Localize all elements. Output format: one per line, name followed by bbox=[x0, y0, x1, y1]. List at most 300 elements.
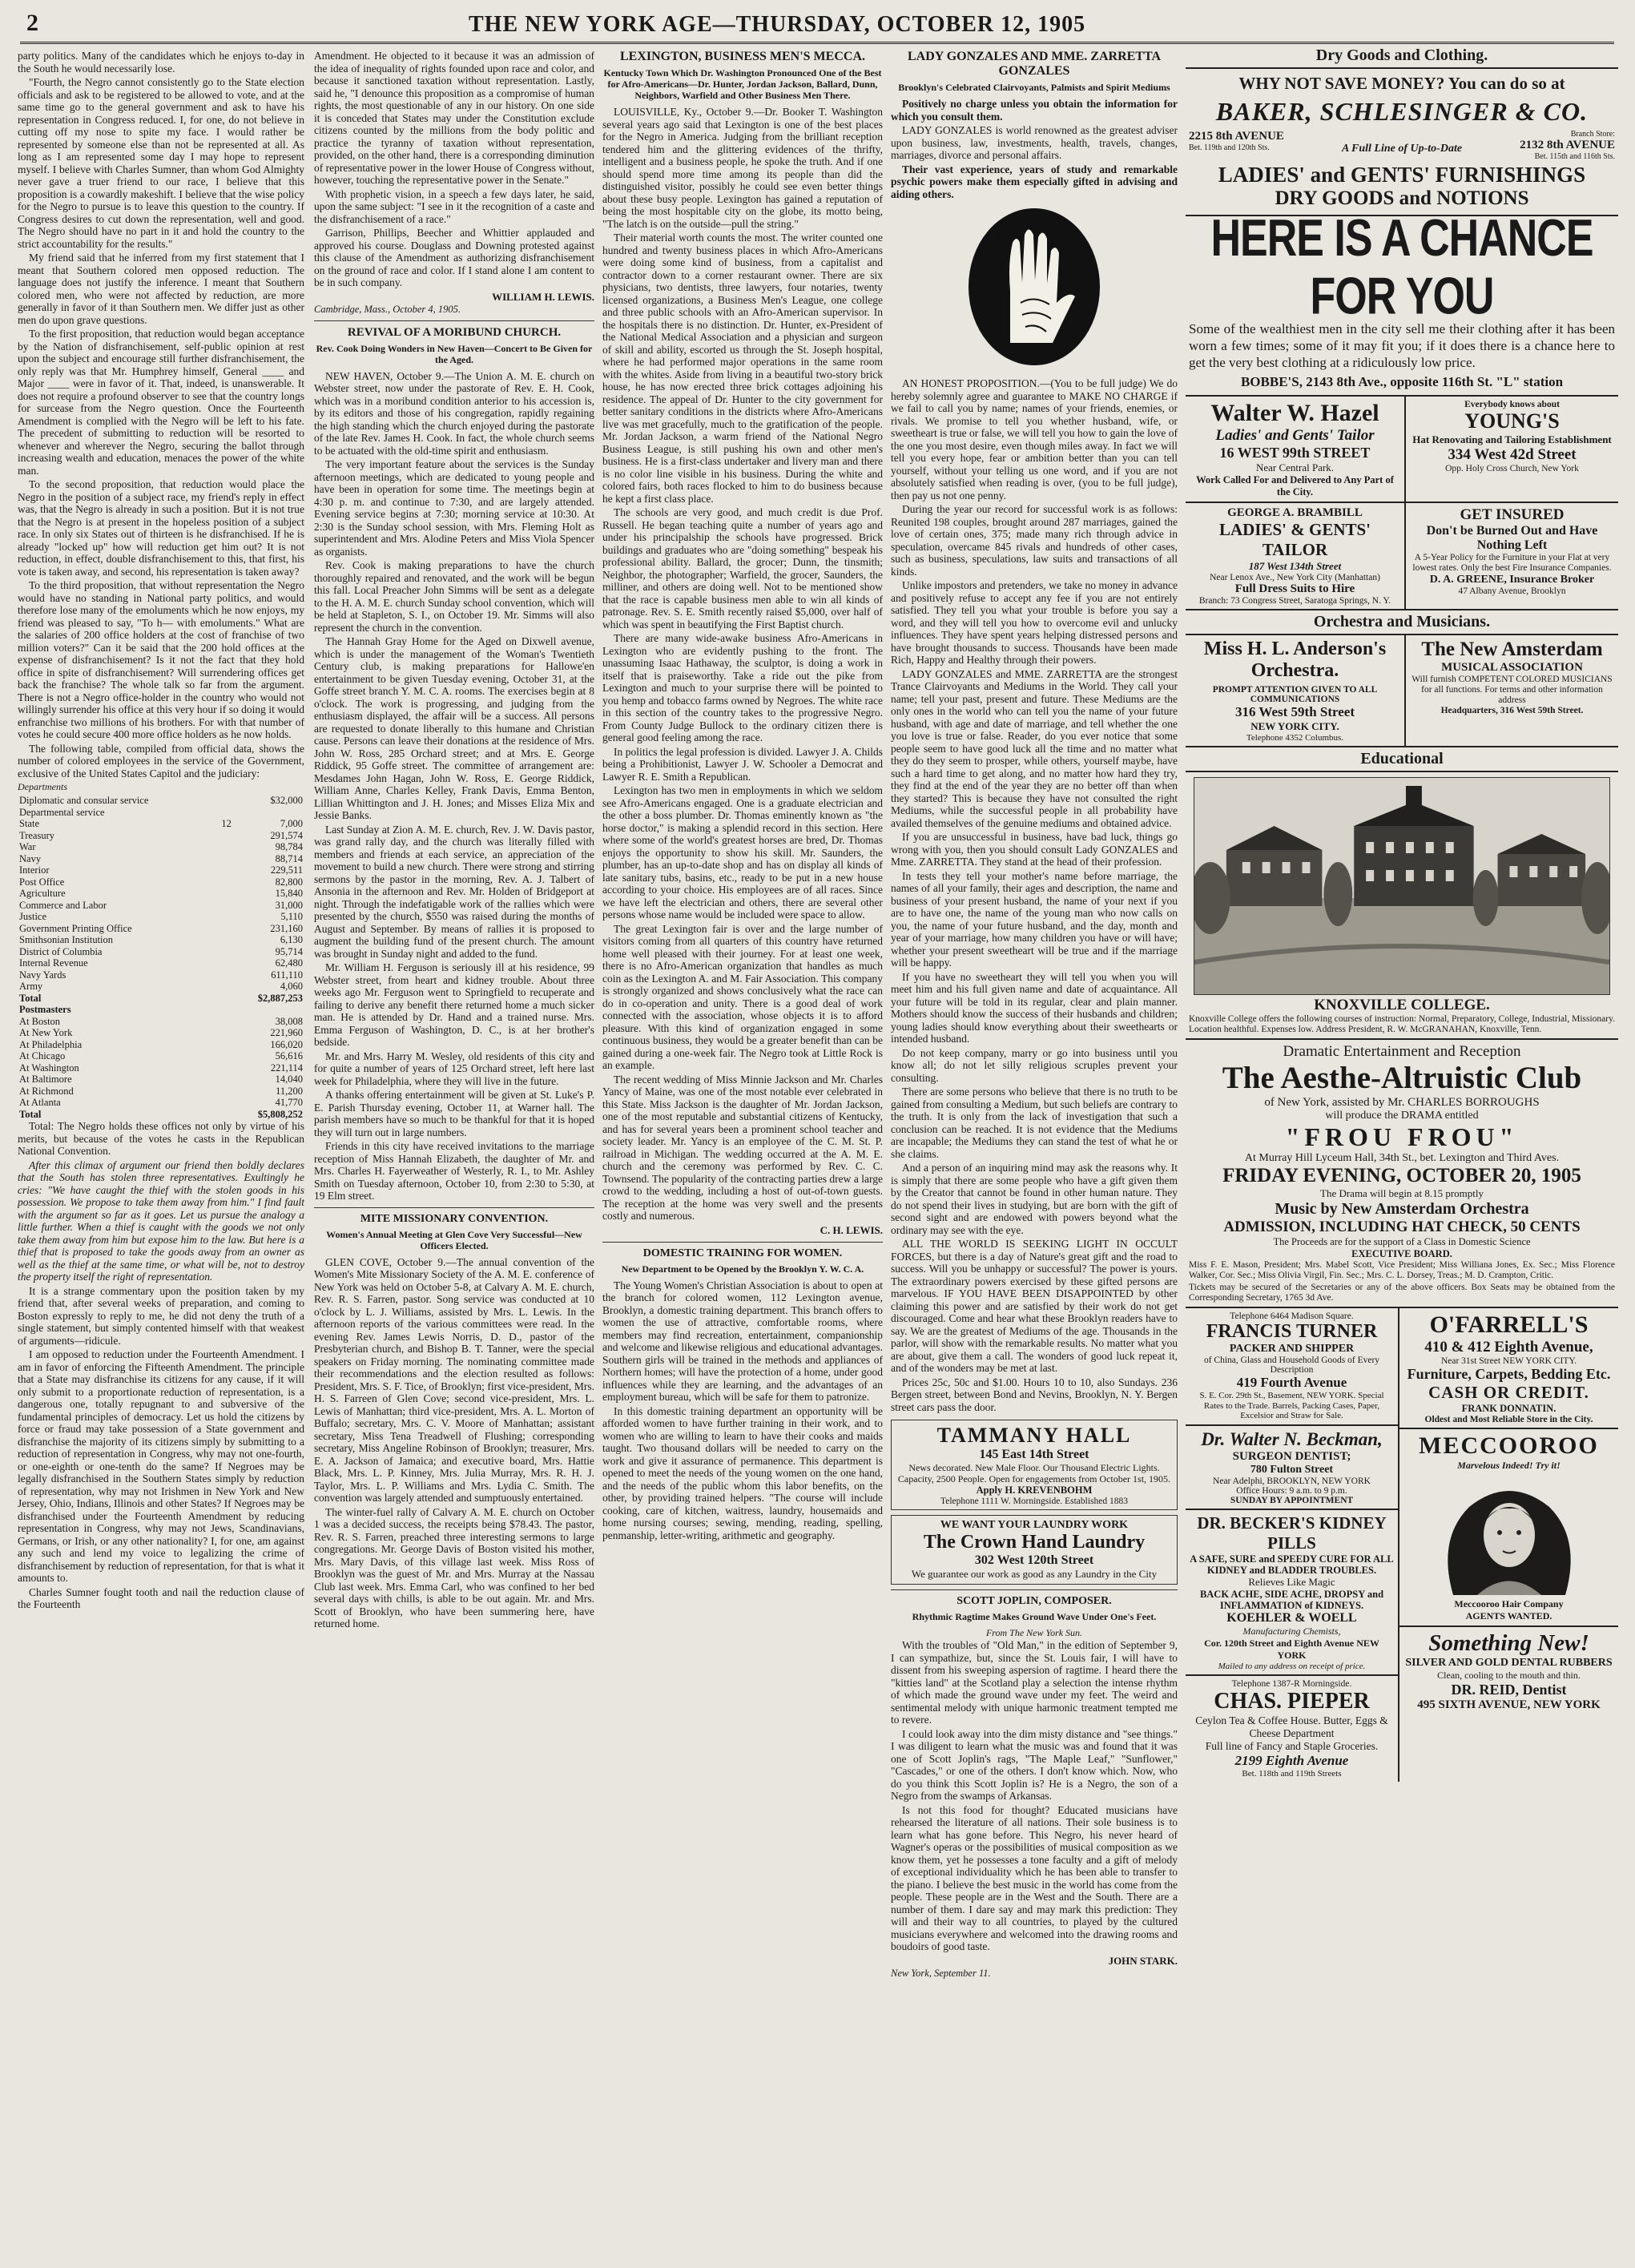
ad-text: Work Called For and Delivered to Any Part of the City. bbox=[1196, 474, 1394, 498]
ad-text: Everybody knows about bbox=[1464, 400, 1560, 409]
ad-text: Meccooroo Hair Company bbox=[1454, 1598, 1564, 1609]
article-text: Mr. and Mrs. Harry M. Wesley, old residents of this city and for quite a number of years of 125 Orchard street, left here last week for Philadelphia, where they will live in the future. bbox=[314, 1049, 594, 1087]
article-text: Is not this food for thought? Educated musicians have rehearsed the literature of all nations. Their sole business is to learn what has gone before. This Negro, his never heard of Wagner's operas or the possibilities of musical composition as we know them, yet he possesses a tone faculty and a gift of melody of exceptional individuality which he has been able to transfer to the piano. I believe the best music in the world has come from the people. These people are in the West and the South. There are a number of them. I dare say and may mark this prediction: They will and their way to all countries, to played by the cultured musicians everywhere and welcomed into the drawing rooms and boudoirs of good taste. bbox=[891, 1803, 1178, 1952]
aesthe-altruistic-club-ad bbox=[1186, 1040, 1618, 1308]
ad-subtitle: MUSICAL ASSOCIATION bbox=[1441, 661, 1583, 674]
ad-address: 780 Fulton Street bbox=[1250, 1463, 1334, 1476]
ad-phone: Telephone 1387-R Morningside. bbox=[1231, 1678, 1352, 1689]
something-new-ad bbox=[1399, 1627, 1618, 1715]
table-cell-amount: 4,060 bbox=[280, 981, 303, 992]
ad-address-note: Bet. 115th and 116th Sts. bbox=[1534, 152, 1615, 161]
table-cell-count: 12 bbox=[221, 818, 232, 829]
subheadline: Women's Annual Meeting at Glen Cove Very Successful—New Officers Elected. bbox=[326, 1228, 582, 1251]
table-cell-amount: 291,574 bbox=[270, 829, 303, 841]
column-5-ads bbox=[1186, 46, 1618, 2242]
headline: LEXINGTON, BUSINESS MEN'S MECCA. bbox=[620, 50, 865, 63]
ad-subtitle: Marvelous Indeed! Try it! bbox=[1457, 1460, 1560, 1471]
subheadline: Rhythmic Ragtime Makes Ground Wave Under One's Feet. bbox=[912, 1611, 1157, 1622]
ad-text: AN HONEST PROPOSITION.—(You to be full judge) We do hereby solemnly agree and guarantee to MAKE NO CHARGE if we fail to call you by name; names of your friends, enemies, or rivals. We promise to tell you whether husband, wife, or sweetheart is true or false, we will tell you how to gain the love of the one you most desire, even though miles away. In fact we will tell you every hope, fear or ambition better than you can tell yourself, without your telling us one word, and if you are not absolutely satisfied when reading is over, (you to be full judge), then pay us not one penny. bbox=[891, 377, 1178, 502]
ad-subtitle: SILVER AND GOLD DENTAL RUBBERS bbox=[1405, 1657, 1613, 1669]
ofarrells-ad bbox=[1399, 1308, 1618, 1429]
ad-text: Full Dress Suits to Hire bbox=[1234, 582, 1355, 595]
table-cell-label: Treasury bbox=[19, 829, 54, 841]
table-cell-label: At Atlanta bbox=[19, 1097, 61, 1108]
article-text: After this climax of argument our friend then boldly declares that the South has stolen three representatives. Exultingly he cries: "We have caught the thief with the stolen goods in his possession. We propose to take them away from him." I find fault with the argument so far as it goes. Let us pursue the analogy a little further. When a thief is caught with the goods we not only take them away from him but expose him to the law. But here is a thief that is proposed to take the goods away from an owner as well as the thief at the same time, or what will be, not to destroy the property itself the right of representation. bbox=[18, 1158, 304, 1283]
signature: WILLIAM H. LEWIS. bbox=[492, 290, 594, 303]
table-cell-label: War bbox=[19, 841, 36, 852]
francis-turner-ad bbox=[1186, 1308, 1398, 1426]
ad-subtitle: Hat Renovating and Tailoring Establishment bbox=[1412, 433, 1612, 445]
ad-text: And a person of an inquiring mind may ask the reasons why. It is simply that there are some people who have a gift given them by the Creator that cannot be found in other human nature. They do not spend their lives in studying, but are born with the gift of second sight and are endowed with powers beyond what the ordinary may see with the eye. bbox=[891, 1162, 1178, 1236]
table-row bbox=[18, 841, 304, 853]
ad-text: Near Lenox Ave., New York City (Manhattan) bbox=[1210, 573, 1380, 582]
ad-text: There are some persons who believe that there is no truth to be gained from consulting a Medium, but such beliefs are contrary to the truth. It is only from the lack of investigation that such a conclusion can be reached. It is not evidence that the Mediums are incapable; the Mediums they can stand the test of what he or she claims. bbox=[891, 1086, 1178, 1160]
table-cell-label: Post Office bbox=[19, 876, 65, 888]
table-row bbox=[18, 1004, 304, 1016]
dateline: New York, September 11. bbox=[891, 1967, 991, 1979]
ad-address-note: Bet. 119th and 120th Sts. bbox=[1189, 143, 1270, 152]
column-1 bbox=[18, 50, 304, 2245]
ad-title: KNOXVILLE COLLEGE. bbox=[1314, 997, 1490, 1013]
subheadline: Brooklyn's Celebrated Clairvoyants, Palmists and Spirit Mediums bbox=[898, 82, 1170, 93]
ad-text: Clean, cooling to the mouth and thin. bbox=[1437, 1670, 1581, 1681]
ad-title: Miss H. L. Anderson's Orchestra. bbox=[1203, 639, 1387, 681]
dateline: Cambridge, Mass., October 4, 1905. bbox=[314, 303, 461, 315]
ad-subtitle: Ceylon Tea & Coffee House. Butter, Eggs & Cheese Department bbox=[1195, 1714, 1388, 1739]
table-cell-label: Total bbox=[19, 992, 42, 1004]
article-text: The following table, compiled from official data, shows the number of colored employees in the service of the Government, exclusive of the United States Capitol and the judiciary: bbox=[18, 742, 304, 779]
ad-text: Furniture, Carpets, Bedding Etc. bbox=[1407, 1366, 1611, 1382]
table-cell-amount: 38,008 bbox=[275, 1015, 303, 1027]
article-text: Lexington has two men in employments in which we seldom see Afro-Americans engaged. One is a graduate electrician and the other a boss plumber. Dr. Thomas eminently known as "the horse doctor," is making a splendid record in this section. Here where some of the world's greatest horses are bred, Dr. Thomas enjoys the opportunity to show his skill. Mr. Saunders, the plumber, has an up-to-date shop and has on display all kinds of late sanitary tubs, basins, etc., ready to be put in a new house according to your choice. His employees are of all races. Since we have left the electrician and others, there are several other persons whose name would be included were space to allow. bbox=[602, 784, 883, 920]
column-3 bbox=[602, 50, 883, 2245]
article-text: In this domestic training department an opportunity will be afforded women to have further training in their work, and to women who are willing to learn to have their cooks and maids taught. Two thousand dollars will be needed to carry on the work and give it assurance of permanence. This department is opened to meet the needs of the young women on the one hand, and the needs of the public whom this labor benefits, on the other, by providing trained helpers. "The course will include cooking, care of kitchen, waitress, laundry, housemaids and home nursing courses; sewing, mending, reading, spelling, penmanship, letter-writing, arithmetic and geography. bbox=[602, 1404, 883, 1541]
article-text: GLEN COVE, October 9.—The annual convention of the Women's Mite Missionary Society of the A. M. E. conference of New York was held on October 5-8, at Calvary A. M. E. church, Rev. R. S. Farren, pastor. Song service was conducted at 10 o'clock by L. J. Williams, assisted by Mrs. L. Lewis. In the afternoon reports of the various committees were read. In the evening Rev. James Lewis Norris, D. D., pastor of the Presbyterian church, and Bishop B. T. Tanner, were the special speakers on Friday morning. The nominating committee made their recommendations and the election resulted as follows: President, Mrs. S. F. Tice, of Brooklyn; first vice-president, Mrs. H. S. Farreen of Glen Cove; second vice-president, Mrs. L. Lewis of Manhattan; third vice-president, Mrs. A. L. Morton of Buffalo; secretary, Mrs. C. V. Moore of Manhattan; assistant secretary, Miss Tena Treadwell of Flushing; corresponding secretary, Miss Angeline Robinson of Brooklyn; treasurer, Mrs. E. A. Jackson of Jamaica; and executive board, Mrs. Hattie Black, Mrs. L. P. Kinney, Mrs. Julia Murray, Mrs. R. H. J. Taylor, Mrs. L. P. Williams and Mrs. Lydia C. Smith. The convention was largely attended and sumptuously entertained. bbox=[314, 1255, 594, 1504]
article-text: Garrison, Phillips, Beecher and Whittier applauded and approved his course. Douglass and Downing protested against this clause of the Amendment as authorizing disfranchisement on the ground of race and color. If I stand alone I am content to be in such company. bbox=[314, 227, 594, 288]
article-text: To the first proposition, that reduction would began acceptance by the Nation of disfranchisement, self-public opinion at rest upon the subject and encourage still further disfranchisement, the only reply was that Mr. Humphrey himself, General ____ and Major ____ were in favor of it. That, indeed, is unanswerable. It does not require a profound observer to see that the country longs for surcease from the Negro question. Once the Fourteenth Amendment is complied with the Negro will be left to his fate. The precedent of submitting to reduction will be resorted to whenever and wherever the Negro, securing the ballot through increasing wealth and education, menaces the power of the white man. bbox=[18, 328, 304, 477]
ad-subtitle: SURGEON DENTIST; bbox=[1232, 1449, 1351, 1463]
ad-text: Apply H. KREVENBOHM bbox=[976, 1484, 1093, 1496]
table-row bbox=[18, 957, 304, 969]
headline: REVIVAL OF A MORIBUND CHURCH. bbox=[347, 325, 562, 339]
ad-text: S. E. Cor. 29th St., Basement, NEW YORK. Special Rates to the Trade. Barrels, Packing Cases, Paper, Excelsior and Straw for Sale. bbox=[1199, 1391, 1384, 1420]
headline: MITE MISSIONARY CONVENTION. bbox=[360, 1212, 549, 1225]
baker-schlesinger-ad bbox=[1186, 69, 1618, 216]
ad-text: Near Adelphi, BROOKLYN, NEW YORK bbox=[1213, 1476, 1371, 1486]
ad-title: The Aesthe-Altruistic Club bbox=[1222, 1061, 1582, 1095]
table-cell-label: Government Printing Office bbox=[19, 922, 132, 934]
ad-text: News decorated. New Male Floor. Our Thousand Electric Lights. Capacity, 2500 People. Open for engagements from October 1st, 1905. bbox=[897, 1462, 1171, 1484]
ad-text: Prices 25c, 50c and $1.00. Hours 10 to 10, also Sundays. 236 Bergen street, between Bond and Nevins, Brooklyn, N. Y. Bergen street cars pass the door. bbox=[891, 1376, 1178, 1413]
table-cell-count bbox=[214, 957, 233, 969]
ad-text: of New York, assisted by Mr. CHARLES BORROUGHS bbox=[1264, 1096, 1540, 1109]
ad-text: LADY GONZALES and MME. ZARRETTA are the strongest Trance Clairvoyants and Mediums in the World. They call your name; tell your past, present and future. These Mediums are the only ones in the world who can tell you the name of your future husband, with age and date of marriage, and tell whether the one you love is true or false. Reader, do you ever notice that some people seem to have good luck all the time and no matter what they do they seem to prosper, while others, yourself maybe, have such a hard time to get along, and no matter how hard they try, they find at the end of the year they are no better off than when they started? This is because they have not consulted the right Mediums, while the successful people in all probability have availed themselves of the genuine mediums and obtained advice. bbox=[891, 667, 1178, 829]
ad-text: Some of the wealthiest men in the city sell me their clothing after it has been worn a few times; some of it may fit you; if it does there is a chance here to get the very best clothing at a ridiculously low price. bbox=[1189, 321, 1615, 370]
ad-text: At Murray Hill Lyceum Hall, 34th St., bet. Lexington and Third Aves. bbox=[1244, 1152, 1560, 1164]
table-row bbox=[18, 1062, 304, 1074]
article-text: I could look away into the dim misty distance and "see things." I was diligent to learn what the music was and found that it was one of Scott Joplin's rags, "The Maple Leaf," "Sunflower," "Cascades," or one of the others. I don't know which. Now, who do you think this Scott Joplin is? He is a Negro, the son of a Negro from the swamps of Arkansas. bbox=[891, 1727, 1178, 1802]
table-row bbox=[18, 934, 304, 946]
ad-subtitle: LADIES' & GENTS' TAILOR bbox=[1218, 520, 1371, 559]
ad-title: O'FARRELL'S bbox=[1429, 1311, 1589, 1338]
table-cell-label: At Chicago bbox=[19, 1050, 66, 1061]
ad-text: In tests they tell your mother's name before marriage, the names of all your family, their ages and description, the name and business of your present husband, the name of your next if you are to have one, the name of the young man who now calls on you, the name of your future husband, and the day, month and year of your marriage, how many children you have or will have; whether your present sweetheart will be true and if the marriage will be happy. bbox=[891, 869, 1178, 969]
ad-text: Near 31st Street NEW YORK CITY. bbox=[1440, 1356, 1577, 1366]
table-cell-count bbox=[214, 830, 233, 842]
ad-text: SUNDAY BY APPOINTMENT bbox=[1230, 1495, 1354, 1505]
ad-text: CASH OR CREDIT. bbox=[1428, 1383, 1589, 1402]
table-cell-label: Internal Revenue bbox=[19, 957, 88, 969]
table-cell-count bbox=[214, 911, 233, 923]
ad-text: DR. REID, Dentist bbox=[1451, 1682, 1567, 1698]
ad-text: D. A. GREENE, Insurance Broker bbox=[1429, 574, 1595, 586]
ad-address: Headquarters, 316 West 59th Street. bbox=[1440, 706, 1584, 715]
table-row bbox=[18, 807, 304, 819]
ad-subtitle: PACKER AND SHIPPER bbox=[1229, 1343, 1355, 1355]
article-text: A thanks offering entertainment will be given at St. Luke's P. E. Parish Thursday evening, October 11, at Warner hall. The parish members have so much to be thankful for that it is hoped they will turn out in large numbers. bbox=[314, 1089, 594, 1138]
masthead-title: THE NEW YORK AGE—THURSDAY, OCTOBER 12, 1905 bbox=[469, 12, 1086, 37]
subheadline: Rev. Cook Doing Wonders in New Haven—Concert to Be Given for the Aged. bbox=[316, 342, 593, 365]
article-text: Amendment. He objected to it because it was an admission of the idea of inequality of rights founded upon race and color, and because it sanctioned taxation without representation. Lastly, said he, "I denounce this proposition as a compromise of human rights, the most questionable of any in our history. On one side it is conceded that States may under the Constitution exclude citizens counted by the millions from the body politic and practice the tyranny of taxation without representation, provided, on the other hand, there is a corresponding diminution of representative power in the lower House of Congress without, however, touching the representative power in the Senate." bbox=[314, 50, 594, 186]
table-cell-label: At Washington bbox=[19, 1061, 79, 1074]
ad-address: 495 SIXTH AVENUE, NEW YORK bbox=[1417, 1698, 1601, 1711]
ad-text: Knoxville College offers the following courses of instruction: Normal, Preparatory, College, Industrial, Missionary. Location healthful. Expenses low. Address President, R. W. McGRANAHAN, Knoxville, Tenn. bbox=[1189, 1014, 1615, 1034]
ad-address: 47 Albany Avenue, Brooklyn bbox=[1458, 586, 1566, 596]
ad-text: ADMISSION, INCLUDING HAT CHECK, 50 CENTS bbox=[1223, 1219, 1581, 1235]
table-cell-amount bbox=[233, 1004, 304, 1016]
table-row bbox=[18, 864, 304, 876]
ad-text: Branch: 73 Congress Street, Saratoga Springs, N. Y. bbox=[1198, 596, 1391, 606]
ad-title: TAMMANY HALL bbox=[936, 1424, 1132, 1447]
article-text: With the troubles of "Old Man," in the edition of September 9, I can sympathize, but, since the St. Louis fair, I will have to dissent from his sweeping aspersion of ragtime. I heard there the "kitties land" at the Scotland play a selection the intense rhythm of which made the ground wave under my feet. The weird and sentimental melody with unique harmonic treatment tempted me to revere. bbox=[891, 1639, 1178, 1726]
ad-text: The Proceeds are for the support of a Class in Domestic Science bbox=[1273, 1236, 1531, 1247]
anderson-orchestra-ad bbox=[1186, 635, 1406, 746]
ad-text: Will furnish COMPETENT COLORED MUSICIANS for all functions. For terms and other information address bbox=[1411, 675, 1613, 705]
ad-title: The New Amsterdam bbox=[1421, 639, 1603, 660]
table-cell-label: At Philadelphia bbox=[19, 1038, 83, 1050]
table-cell-amount: 7,000 bbox=[280, 818, 303, 829]
table-cell-count bbox=[214, 1039, 233, 1051]
article-text: "Fourth, the Negro cannot consistently go to the State election officials and ask to be registered to be allowed to vote, and at the same time go to the general government and ask to have his representation in Congress reduced. I, for one, do not believe in cutting off my nose to spite my face. I would rather be represented by someone else than not be represented at all. As long as I am represented some day I may hope to represent myself. I believe with Charles Sumner, than whom God Almighty never gave a truer friend to our race, I believe that this proposition is a cowardly makeshift. I believe that the wise policy for the Negro to pursue is to leave this question to the country. If Congress desires to cut down the representation, well and good. The Negro should have no part in it and hold the country to the strict accountability for the results." bbox=[18, 76, 304, 250]
palm-illustration bbox=[966, 207, 1102, 371]
ad-text: Unlike impostors and pretenders, we take no money in advance and positively refuse to accept any fee if you are not entirely satisfied. They tell you what your trouble is before you say a word, and they will tell you how to overcome evil and unlucky influences. They have spent years helping distressed persons and have brought thousands to success. Thousands have been made Rich, Happy and Healthy through their powers. bbox=[891, 579, 1178, 666]
article-text: There are many wide-awake business Afro-Americans in Lexington who are evidently pushing to the front. The unassuming Isaac Hathaway, the sculptor, is doing a work in itself that is praiseworthy. Take a ride out the pike from Lexington and much to your surprise there will be pointed to you hemp and tobacco farms owned by Negroes. The white race in this section of the country takes to the progressive Negro. From County Judge Bullock to the ordinary citizen there is general good feeling among the race. bbox=[602, 632, 883, 743]
table-cell-count bbox=[214, 934, 233, 946]
table-cell-count bbox=[214, 946, 233, 958]
table-cell-label: Commerce and Labor bbox=[19, 899, 107, 911]
ad-text: Bet. 118th and 119th Streets bbox=[1242, 1768, 1342, 1779]
ad-phone: Telephone 1111 W. Morningside. Established 1883 bbox=[940, 1497, 1128, 1506]
article-text: Friends in this city have received invitations to the marriage reception of Miss Hannah Elizabeth, the daughter of Mr. and Mrs. Charles H. Fayerweather of Westerly, R. I., to Mr. Ashley Smith on Tuesday afternoon, October 10, from 2:30 to 5:30, at 19 Elm street. bbox=[314, 1140, 594, 1202]
article-text: My friend said that he inferred from my first statement that I meant that Southern colored men opposed reduction. The language does not justify the inference. I meant that Southern colored men, who were not affected by reduction, are more generally in favor of it than Southern men. We differ just as other men do upon grave questions. bbox=[18, 252, 304, 326]
ad-address: 419 Fourth Avenue bbox=[1236, 1375, 1347, 1390]
walter-hazel-ad bbox=[1186, 397, 1406, 502]
table-cell-count bbox=[214, 1074, 233, 1086]
table-cell-amount: 611,110 bbox=[271, 969, 303, 981]
table-cell-count bbox=[214, 1027, 233, 1039]
table-cell-label: At New York bbox=[19, 1027, 73, 1038]
ad-text: WE WANT YOUR LAUNDRY WORK bbox=[940, 1519, 1129, 1531]
table-cell-label: At Richmond bbox=[19, 1085, 74, 1097]
ad-address: 16 WEST 99th STREET bbox=[1219, 445, 1371, 461]
page-number: 2 bbox=[26, 10, 38, 36]
dr-beckman-ad bbox=[1186, 1426, 1398, 1510]
table-cell-count bbox=[214, 841, 233, 853]
column-2 bbox=[314, 50, 594, 2245]
ad-text: WHY NOT SAVE MONEY? You can do so at bbox=[1238, 74, 1565, 93]
table-caption: Departments bbox=[18, 781, 67, 792]
article-text: To the third proposition, that without representation the Negro would have no standing in National party politics, and would therefore lose many of the emoluments which he now enjoys, my friend was pleased to say, "To h— with emoluments." What are the salaries of 200 office holders at the cost of franchise of two million voters?" Can it be said that the 200 hold offices at the expense of disfranchisement? Is it not the fact that they hold office in spite of disfranchisement? Will surrendering offices get back the franchise? The whole talk so far from the argument. There is not a Negro office-holder in the country who would not willingly surrender his office at this very hour if so doing it would enfranchise two millions of his brothers. For with that number of votes he could secure 400 more office holders as he now holds. bbox=[18, 579, 304, 740]
table-row bbox=[18, 876, 304, 888]
table-cell-label: Interior bbox=[19, 864, 50, 876]
article-text: LOUISVILLE, Ky., October 9.—Dr. Booker T. Washington several years ago said that Lexington is one of the best places for the Negro in America. Judging from the brilliant reception tendered him and the glittering evidences of the thrifty, intelligent and a business people, he spoke the truth. And if one should spend more time among its people than did the distinguished visitor, possibly he could see even better things about these busy people. Lexington has gained a reputation of being the most hospitable city on the globe, its motto being, "The latch is on the outside—pull the string." bbox=[602, 106, 883, 230]
table-cell-count bbox=[214, 888, 233, 900]
table-row bbox=[18, 969, 304, 981]
subheadline: New Department to be Opened by the Brooklyn Y. W. C. A. bbox=[621, 1263, 864, 1275]
ad-title: The Crown Hand Laundry bbox=[923, 1532, 1146, 1553]
ad-text: Full line of Fancy and Staple Groceries. bbox=[1205, 1739, 1379, 1752]
ad-title: Walter W. Hazel bbox=[1210, 400, 1379, 426]
table-cell-amount: 15,840 bbox=[275, 888, 303, 899]
table-cell-amount: 221,960 bbox=[270, 1027, 303, 1038]
table-row bbox=[18, 1097, 304, 1109]
table-row bbox=[18, 1027, 304, 1039]
ad-address: 334 West 42d Street bbox=[1448, 446, 1577, 463]
table-cell-label: At Baltimore bbox=[19, 1074, 72, 1085]
table-cell-label: Navy bbox=[19, 852, 42, 864]
article-text: Their material worth counts the most. The writer counted one hundred and twenty business places in which Afro-Americans were doing some kind of business, from a capitalist and contractor down to a corner restaurant owner. There are six physicians, two dentists, three lawyers, four notaries, twenty licensed organizations, a Business Men's League, one college and three public schools with an Afro-American supervisor. In the hospitals there is no distinction. Dr. Hunter, ex-President of the National Medical Association and a physician and surgeon of skill and ability, escorted us through the St. Joseph hospital, where he had performed major operations in the same room with the whites. Aside from living in a beautiful two-story brick house, he has now erected three brick cottages adjoining his residence. The appeal of Dr. Hunter to the city government for better sanitary conditions in the districts where Afro-Americans live was met gracefully, much to the gratification of the people. Mr. Jordan Jackson, a warm friend of the National Negro Business League, is still pushing his own and other men's business. He is a first-class undertaker and livery man and there is no color line visible in his business. During the white and colored fairs, both races flocked to him to do business because he kept a first class place. bbox=[602, 232, 883, 505]
ad-text: NEW YORK CITY. bbox=[1250, 720, 1339, 732]
ad-address: 145 East 14th Street bbox=[979, 1448, 1089, 1461]
salary-table bbox=[18, 795, 304, 1120]
table-cell-label: Departmental service bbox=[19, 806, 105, 818]
article-text: To the second proposition, that reduction would place the Negro in the position of a subject race, my friend's reply in effect was, that the Negro is already in such a position. But it is not true that the Negro is at present in the hopeless position of a subject race. In only six States out of thirteen is he disfranchised. If he is already "locked up" how will reduction get him out? It is not reduction, in effect, double disfranchisement to this, that first, his vote is taken away, and second, his representation is taken away? bbox=[18, 478, 304, 578]
table-cell-amount: 231,160 bbox=[270, 922, 303, 934]
ad-text: BACK ACHE, SIDE ACHE, DROPSY and INFLAMMATION of KIDNEYS. bbox=[1199, 1588, 1384, 1611]
table-cell-label: At Boston bbox=[19, 1015, 61, 1027]
dr-becker-kidney-pills-ad bbox=[1186, 1510, 1398, 1676]
table-cell-label: State bbox=[19, 818, 39, 829]
ad-address: 2199 Eighth Avenue bbox=[1234, 1752, 1349, 1768]
table-row bbox=[18, 981, 304, 993]
ad-address: 316 West 59th Street bbox=[1234, 704, 1355, 719]
ad-address: Cor. 120th Street and Eighth Avenue NEW YORK bbox=[1204, 1637, 1379, 1661]
ad-address: 187 West 134th Street bbox=[1248, 560, 1342, 572]
chas-pieper-ad bbox=[1186, 1676, 1398, 1782]
knoxville-college-ad bbox=[1186, 772, 1618, 1040]
ad-text: Mailed to any address on receipt of price. bbox=[1218, 1661, 1366, 1671]
ad-text: DRY GOODS and NOTIONS bbox=[1275, 187, 1529, 209]
ad-date: FRIDAY EVENING, OCTOBER 20, 1905 bbox=[1222, 1165, 1581, 1186]
ad-branch: Branch Store: bbox=[1570, 130, 1615, 139]
article-text: The very important feature about the services is the Sunday afternoon meetings, which are dedicated to young people and have been in operation for some time. The meetings begin at 4:30 p. m. and continue to 7:30, and are largely attended. Evening service begins at 7:30; morning service at 10:30. At 2:30 is the Sunday school session, with Mrs. Fleming Holt as superintendent and Mrs. Alodine Peters and Miss Viola Spencer as organists. bbox=[314, 458, 594, 558]
ad-text: Their vast experience, years of study and remarkable psychic powers make them especially gifted in advising and aiding others. bbox=[891, 163, 1178, 200]
ad-title: Something New! bbox=[1428, 1630, 1589, 1656]
ad-text: PROMPT ATTENTION GIVEN TO ALL COMMUNICATIONS bbox=[1212, 685, 1378, 704]
ad-text: If you are unsuccessful in business, have bad luck, things go wrong with you, then you should consult Lady GONZALES and Mme. ZARRETTA. They stand at the head of their profession. bbox=[891, 831, 1178, 868]
table-cell-label: Diplomatic and consular service bbox=[19, 795, 149, 806]
signature: C. H. LEWIS. bbox=[820, 1223, 883, 1236]
ad-title: YOUNG'S bbox=[1464, 409, 1560, 433]
table-cell-count bbox=[214, 876, 233, 888]
masthead bbox=[20, 10, 1614, 44]
table-cell-label: Total bbox=[19, 1108, 42, 1120]
article-text: The Young Women's Christian Association is about to open at the branch for colored women, 112 Lexington avenue, Brooklyn, a domestic training department. This branch offers to women the use of attractive, comfortable rooms, where members may find recreation, entertainment, companionship and welcome and likewise religious and educational advantages. Southern girls will be trained in the methods and appliances of Northern homes; will have the protection of a home, under good influences while they are learning, and the advantages of an employment bureau, which will be safe for them to patronize. bbox=[602, 1279, 883, 1403]
table-cell-count bbox=[214, 864, 233, 876]
table-row bbox=[18, 923, 304, 935]
article-text: It is a strange commentary upon the position taken by my friend that, after several weeks of preparation, and coming to Boston expressly to reply to me, he did not deny the truth of a single statement, but simply contented himself with that weakest of arguments—ridicule. bbox=[18, 1284, 304, 1347]
table-cell-count bbox=[214, 1004, 233, 1016]
ad-title: DR. BECKER'S KIDNEY PILLS bbox=[1197, 1513, 1387, 1553]
ad-text: LADIES' and GENTS' FURNISHINGS bbox=[1218, 163, 1586, 187]
section-header: Educational bbox=[1186, 747, 1618, 772]
ad-text: The Drama will begin at 8.15 promptly bbox=[1320, 1187, 1484, 1199]
table-cell-count bbox=[214, 969, 233, 981]
article-text: Mr. William H. Ferguson is seriously ill at his residence, 99 Webster street, from heart and kidney trouble. About three weeks ago Mr. Ferguson went to Springfield to recuperate and failing to derive any benefit there returned home a much sicker man. He is attended by Dr. Hand and a trained nurse. Mrs. Emma Ferguson of Washington, D. C., is at her brother's bedside. bbox=[314, 961, 594, 1048]
ad-text: Miss F. E. Mason, President; Mrs. Mabel Scott, Vice President; Miss Williana Jones, Ex. Sec.; Miss Florence Walker, Cor. Sec.; Miss Olivia Virgil, Fin. Sec.; Mrs. C. L. Dorsey, Treas.; M. D. Crampton, Critic. bbox=[1189, 1260, 1615, 1280]
ad-title: GET INSURED bbox=[1460, 506, 1565, 523]
article-text: With prophetic vision, in a speech a few days later, he said, upon the same subject: "I see in it the recognition of a caste and the disfranchisement of a race." bbox=[314, 187, 594, 225]
table-cell-amount: 41,770 bbox=[275, 1097, 303, 1108]
table-row bbox=[18, 888, 304, 900]
table-cell-label: Agriculture bbox=[19, 888, 66, 899]
table-cell-amount bbox=[233, 807, 304, 819]
table-row bbox=[18, 1050, 304, 1062]
ad-text: ALL THE WORLD IS SEEKING LIGHT IN OCCULT FORCES, but there is a day of Nature's great gift and the road to success. Will you be unhappy or successful? The power is yours. The extraordinary powers exercised by these gifted persons are marvelous. IF YOU HAVE BEEN DISAPPOINTED by other claiming this power and are satisfied by their work do not get discouraged. Come and hear what these Brooklyn readers have to say. We are the greatest of Mediums of the age. Thousands in the parlor, will show with the remarkable results. No matter what you are about, give them a call. The wonders of good luck repeat it, and of the wonders may be met at last. bbox=[891, 1238, 1178, 1374]
ad-text: During the year our record for successful work is as follows: Reunited 198 couples, brought around 287 marriages, gained the love of certain ones, 375; made many rich through advice in speculation, overcame 845 rivals and hundreds of other cases, such as business, speculations, law suits and transactions of all kinds. bbox=[891, 503, 1178, 578]
ad-address: 2215 8th AVENUE bbox=[1189, 130, 1284, 143]
ad-text: Music by New Amsterdam Orchestra bbox=[1275, 1200, 1529, 1218]
table-cell-count bbox=[214, 853, 233, 865]
ad-text: Do not keep company, marry or go into business until you know all; do not let silly religious scruples prevent your consulting. bbox=[891, 1046, 1178, 1084]
crown-laundry-ad bbox=[891, 1515, 1178, 1585]
ad-text: AGENTS WANTED. bbox=[1465, 1610, 1552, 1621]
table-cell-amount: 221,114 bbox=[270, 1061, 303, 1074]
ad-text: A Full Line of Up-to-Date bbox=[1341, 143, 1463, 155]
table-cell-count bbox=[214, 1086, 233, 1098]
table-row bbox=[18, 911, 304, 923]
ad-address: 302 West 120th Street bbox=[974, 1553, 1094, 1567]
ad-subtitle: Don't be Burned Out and Have Nothing Left bbox=[1426, 524, 1598, 552]
table-cell-amount: 56,616 bbox=[275, 1050, 303, 1061]
insurance-ad bbox=[1406, 503, 1618, 609]
ad-text: We guarantee our work as good as any Laundry in the City bbox=[911, 1568, 1158, 1580]
ad-title: Dr. Walter N. Beckman, bbox=[1201, 1428, 1383, 1449]
ad-text: Positively no charge unless you obtain the information for which you consult them. bbox=[891, 98, 1178, 123]
table-cell-amount: 82,800 bbox=[275, 876, 303, 888]
table-cell-label: Army bbox=[19, 981, 43, 992]
table-cell-count bbox=[214, 900, 233, 912]
table-cell-count bbox=[214, 807, 233, 819]
article-text: Rev. Cook is making preparations to have the church thoroughly repaired and renovated, and the work will be begun this fall. Local Preacher John Simms will be sent as a delegate to the H. A. M. E. church Sunday school convention, which will be held at Stapleton, S. I., on October 19. Mr. Simms will also represent the church in the convention. bbox=[314, 559, 594, 634]
table-cell-count bbox=[214, 993, 233, 1005]
ad-text: KOEHLER & WOELL bbox=[1226, 1610, 1357, 1625]
table-row bbox=[18, 795, 304, 807]
ad-text: If you have no sweetheart they will tell you when you will meet him and his full given name and date of acquaintance. All your future will be told in its regular, clear and plain manner. Mothers should know the success of their husbands and children; young ladies should know everything about their sweethearts or intended husband. bbox=[891, 970, 1178, 1045]
table-row bbox=[18, 1074, 304, 1086]
article-text: The recent wedding of Miss Minnie Jackson and Mr. Charles Yancy of Maine, was one of the most notable ever celebrated in this State. Miss Jackson is the daughter of Mr. Jordan Jackson, one of the most reputable and substantial citizens of Kentucky, and has for several years been a prominent school teacher and society leader. Mr. Yancy is an employee of the C. M. St. P. railroad in Michigan. The wedding occurred at the A. M. E. church and the ceremony was performed by Rev. C. C. Townsend. The popularity of the contracting parties drew a large crowd to the wedding, including a host of out-of-town guests. The reception at the home was very swell and the presents costly and numerous. bbox=[602, 1073, 883, 1222]
article-text: NEW HAVEN, October 9.—The Union A. M. E. church on Webster street, now under the pastorate of Rev. E. H. Cook, which was in a moribund condition anterior to his accession is, by its editors and those of his congregation, rapidly regaining the high standing which the church enjoyed during the pastorate of the late Rev. James H. Cook. In fact, the whole church seems to be actuated with the old-time spirit and enthusiasm. bbox=[314, 369, 594, 457]
table-cell-count bbox=[214, 1050, 233, 1062]
table-cell-label: Smithsonian Institution bbox=[19, 934, 114, 945]
table-cell-label: District of Columbia bbox=[19, 945, 103, 957]
article-text: The great Lexington fair is over and the large number of visitors coming from all quarters of this country have returned home well pleased with their journey. For at least one week, there is no Afro-American organization that handles as much coin as the Lexington A. and M. Fair Association. This company is strongly organized and shows conclusively what the race can do in co-operation and unity. There is a good deal of work connected with the association, whose objects it is to afford pleasure. With this kind of organization engaged in some continuous business, they would be a greater benefit than can be gained during a one-week fair. The Negro took at Little Rock is an example. bbox=[602, 922, 883, 1071]
new-amsterdam-ad bbox=[1406, 635, 1618, 746]
ad-address: BOBBE'S, 2143 8th Ave., opposite 116th St. "L" station bbox=[1240, 374, 1564, 389]
column-4 bbox=[891, 50, 1178, 2245]
ad-text: Manufacturing Chemists, bbox=[1242, 1625, 1341, 1637]
ad-title: HERE IS A CHANCE FOR YOU bbox=[1210, 209, 1593, 326]
ad-text: Opp. Holy Cross Church, New York bbox=[1445, 464, 1579, 473]
table-cell-label: Postmasters bbox=[19, 1004, 71, 1015]
ad-title: MECCOOROO bbox=[1419, 1432, 1599, 1459]
article-text: In politics the legal profession is divided. Lawyer J. A. Childs being a Prohibitionist, Lawyer J. W. Schooler a Democrat and Lawyer R. E. Smith a Republican. bbox=[602, 745, 883, 783]
ad-subtitle: Ladies' and Gents' Tailor bbox=[1215, 427, 1375, 444]
table-row bbox=[18, 1086, 304, 1098]
table-cell-count bbox=[214, 1062, 233, 1074]
table-cell-amount: 11,200 bbox=[276, 1085, 303, 1097]
ad-title: FRANCIS TURNER bbox=[1206, 1321, 1378, 1342]
table-cell-amount: 98,784 bbox=[275, 841, 303, 852]
article-text: party politics. Many of the candidates which he enjoys to-day in the South he would necessarily lose. bbox=[18, 50, 304, 75]
table-row bbox=[18, 1039, 304, 1051]
headline: SCOTT JOPLIN, COMPOSER. bbox=[956, 1595, 1112, 1607]
table-row bbox=[18, 993, 304, 1005]
ad-text: of China, Glass and Household Goods of Every Description bbox=[1203, 1356, 1380, 1375]
portrait-illustration bbox=[1421, 1475, 1597, 1595]
palm-icon bbox=[966, 207, 1102, 371]
ad-subtitle: A SAFE, SURE and SPEEDY CURE FOR ALL KIDNEY and BLADDER TROUBLES. bbox=[1190, 1553, 1394, 1576]
signature: JOHN STARK. bbox=[1108, 1954, 1178, 1967]
ad-address: 2132 8th AVENUE bbox=[1520, 139, 1615, 151]
table-row bbox=[18, 1109, 304, 1121]
ad-text: Relieves Like Magic bbox=[1248, 1575, 1335, 1588]
table-row bbox=[18, 1016, 304, 1028]
college-illustration bbox=[1194, 777, 1610, 995]
table-cell-amount: 5,110 bbox=[280, 911, 303, 922]
article-text: The schools are very good, and much credit is due Prof. Russell. He began teaching quite a number of years ago and under his principalship the schools have progressed. Brick buildings and graduates who are "doing something" bespeak his professional ability. Ballard, the grocer; Dunn, the tinsmith; Neighbor, the photographer; Warfield, the grocer, Saunders, the milliner, and others are doing well. Not to be mentioned show that the race is capable business men able to win all kinds of patronage. Rev. S. E. Smith recently raised $5,000, over half of which was spent in beautifying the First Baptist church. bbox=[602, 506, 883, 630]
table-cell-amount: 229,511 bbox=[270, 864, 303, 876]
table-cell-amount: $2,887,253 bbox=[257, 992, 303, 1004]
ad-text: FRANK DONNATIN. bbox=[1461, 1403, 1556, 1414]
ad-text: Office Hours: 9 a.m. to 9 p.m. bbox=[1236, 1485, 1347, 1496]
table-row bbox=[18, 900, 304, 912]
tammany-hall-ad bbox=[891, 1420, 1178, 1510]
meccooroo-ad bbox=[1399, 1429, 1618, 1627]
table-row bbox=[18, 818, 304, 830]
ad-text: EXECUTIVE BOARD. bbox=[1351, 1248, 1452, 1259]
headline: LADY GONZALES AND MME. ZARRETTA GONZALES bbox=[907, 50, 1162, 78]
ad-title: GEORGE A. BRAMBILL bbox=[1227, 506, 1363, 519]
table-cell-amount: $5,808,252 bbox=[257, 1108, 303, 1120]
table-cell-label: Navy Yards bbox=[19, 969, 66, 981]
ad-title: CHAS. PIEPER bbox=[1214, 1688, 1370, 1714]
table-cell-amount: 166,020 bbox=[270, 1038, 303, 1050]
ad-text: LADY GONZALES is world renowned as the greatest adviser upon business, law, investments, health, travels, changes, marriages, divorce and personal affairs. bbox=[891, 124, 1178, 161]
youngs-ad bbox=[1406, 397, 1618, 502]
college-building-icon bbox=[1194, 778, 1609, 994]
ad-text: will produce the DRAMA entitled bbox=[1325, 1110, 1479, 1122]
article-text: Charles Sumner fought tooth and nail the reduction clause of the Fourteenth bbox=[18, 1585, 304, 1610]
article-text: The Hannah Gray Home for the Aged on Dixwell avenue, which is under the management of the Woman's Twentieth Century club, is making preparations for Hallowe'en entertainment to be given Tuesday evening, October 31, at the Goffe street branch Y. M. C. A. rooms. The exercises begin at 8 o'clock. The work is progressing, and judging from the enthusiasm displayed, the affair will be a success. All persons are requested to donate liberally to this humane and Christian cause. Persons can leave their donations at the residence of Mrs. John W. Ross, 285 Orchard street; and at Mrs. E. George Riddick, 95 Goffe street. The committee of arrangement are: Mesdames John Hagan, John W. Ross, E. George Riddick, William Anne, Charles Kelley, Frank Davis, Emma Benton, Lillian Whittington and J. H. Jones; and Misses Eliza Mix and Jessie Banks. bbox=[314, 635, 594, 821]
brambill-ad bbox=[1186, 503, 1406, 609]
ad-text: Dramatic Entertainment and Reception bbox=[1283, 1043, 1521, 1060]
table-cell-amount: $32,000 bbox=[270, 795, 303, 806]
ad-text: Tickets may be secured of the Secretaries or any of the above officers. Box Seats may be obtained from the Corresponding Secretary, 1765 3d Ave. bbox=[1189, 1283, 1615, 1303]
table-cell-amount: 6,130 bbox=[280, 934, 303, 945]
table-cell-amount: 62,480 bbox=[275, 957, 303, 969]
ad-address: 410 & 412 Eighth Avenue, bbox=[1424, 1339, 1593, 1356]
